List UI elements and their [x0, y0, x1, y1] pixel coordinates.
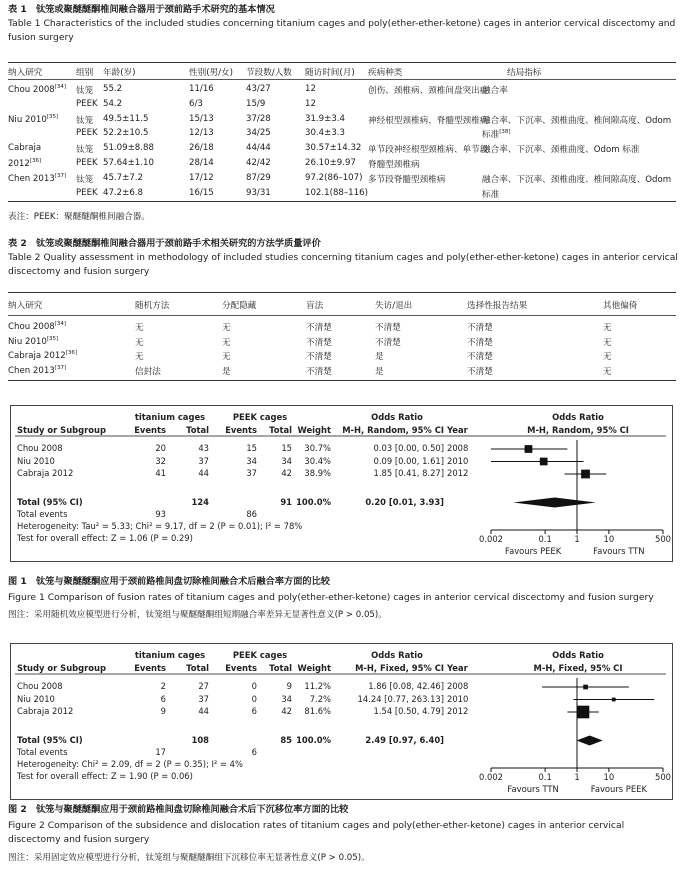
- total-events1: 17: [155, 746, 166, 757]
- t1-h-fu: 随访时间(月): [305, 68, 355, 78]
- t1-cell-fu: 97.2(86–107): [305, 172, 363, 183]
- t1-cell-age: 51.09±8.88: [103, 143, 154, 154]
- effect-header-plot: Odds Ratio: [552, 650, 604, 660]
- t1-cell-age: 55.2: [103, 84, 123, 94]
- t2-cell: 无: [135, 323, 144, 333]
- t1-cell-sex: 17/12: [189, 172, 214, 183]
- total-weight: 100.0%: [296, 496, 331, 507]
- study-ci: 0.09 [0.00, 1.61]: [373, 455, 444, 466]
- t1-h-seg: 节段数/人数: [246, 68, 292, 78]
- study-weight: 38.9%: [304, 468, 331, 478]
- t1-h-disease: 疾病种类: [368, 68, 403, 78]
- t2-cell: 不清楚: [375, 323, 401, 333]
- t1-cell-disease: 单节段神经根型颈椎病、单节段: [368, 145, 489, 156]
- t1-cell-group: 钛笼: [76, 174, 94, 185]
- t1-cell-group: 钛笼: [76, 145, 94, 156]
- col-plot-method: M-H, Fixed, 95% CI: [533, 663, 623, 673]
- study-square: [540, 458, 548, 466]
- study-weight: 81.6%: [304, 706, 331, 716]
- study-total2: 34: [281, 455, 292, 466]
- t2-cell: 信封法: [135, 366, 161, 377]
- t1-cell-seg: 87/29: [246, 172, 271, 183]
- table2-caption-cn: 表 2 钛笼或聚醚醚酮椎间融合器用于颈前路手术相关研究的方法学质量评价: [8, 238, 321, 249]
- x-tick-label: 10: [603, 534, 615, 544]
- t1-cell-group: PEEK: [76, 128, 98, 139]
- figure1-note: 图注：采用随机效应模型进行分析，钛笼组与聚醚醚酮组短期融合率差异无显著性意义(P > 0.05)。: [8, 610, 387, 620]
- t1-cell-seg: 93/31: [246, 187, 271, 198]
- t1-cell-group: PEEK: [76, 98, 98, 109]
- table1-top-rule: [8, 62, 676, 63]
- t1-cell-group: 钛笼: [76, 115, 94, 126]
- t2-h-random: 随机方法: [135, 301, 170, 311]
- t1-cell-sex: 26/18: [189, 143, 214, 154]
- study-events1: 9: [160, 706, 166, 716]
- study-square: [581, 470, 590, 479]
- t2-cell: 无: [222, 352, 231, 362]
- t1-h-sex: 性别(男/女): [189, 68, 233, 78]
- study-events1: 2: [160, 681, 166, 691]
- total-weight: 100.0%: [296, 734, 331, 745]
- t2-cell: 不清楚: [306, 337, 332, 348]
- x-tick-label: 0.1: [538, 534, 552, 544]
- total-label: Total (95% CI): [17, 496, 83, 507]
- t2-cell: 不清楚: [375, 337, 401, 348]
- t1-cell-outcome: 融合率: [482, 86, 508, 96]
- t1-cell-age: 52.2±10.5: [103, 128, 149, 139]
- table1-note: 表注：PEEK：聚醚醚酮椎间融合器。: [8, 212, 150, 222]
- forest-plot-1: [10, 405, 673, 562]
- study-total1: 37: [198, 693, 209, 704]
- x-tick-label: 0.002: [479, 772, 503, 782]
- t2-h-other: 其他偏倚: [603, 301, 638, 311]
- t2-cell: 无: [603, 366, 612, 377]
- study-year: 2010: [447, 455, 469, 466]
- t1-cell-study: Cabraja: [8, 143, 42, 154]
- study-total2: 15: [281, 443, 292, 453]
- t1-cell-fu: 12: [305, 84, 316, 94]
- col-total2: Total: [269, 663, 292, 673]
- figure2-caption-cn: 图 2 钛笼与聚醚醚酮应用于颈前路椎间盘切除椎间融合术后下沉移位率方面的比较: [8, 804, 349, 815]
- forest-plot-2: [10, 643, 673, 800]
- t2-cell: 无: [222, 337, 231, 348]
- table2-bottom-rule: [8, 380, 676, 381]
- total-label: Total (95% CI): [17, 734, 83, 745]
- col-total2: Total: [269, 425, 292, 435]
- total-t1: 124: [191, 496, 209, 507]
- overall-effect: Test for overall effect: Z = 1.06 (P = 0.29): [17, 532, 193, 543]
- table2-caption-en: Table 2 Quality assessment in methodology of included studies concerning titanium cages and poly(ether-ether-ketone) cages in anterior cervical discectomy and fusion surgery: [8, 252, 678, 277]
- study-events1: 20: [155, 443, 166, 453]
- t2-cell: 无: [603, 352, 612, 362]
- t1-h-age: 年龄(岁): [103, 68, 136, 78]
- t1-cell-seg: 37/28: [246, 113, 271, 124]
- x-tick-label: 0.002: [479, 534, 503, 544]
- study-total1: 43: [198, 443, 209, 453]
- favours-left: Favours TTN: [507, 784, 559, 794]
- study-name: Cabraja 2012: [17, 706, 74, 716]
- t2-cell-study: Niu 2010[35]: [8, 335, 59, 347]
- study-ci: 1.85 [0.41, 8.27]: [373, 468, 444, 478]
- study-year: 2010: [447, 693, 469, 704]
- t1-h-study: 纳入研究: [8, 68, 43, 78]
- study-total1: 44: [198, 706, 209, 716]
- study-total2: 42: [281, 468, 292, 478]
- t1-cell-disease: 多节段脊髓型颈椎病: [368, 174, 446, 185]
- col-plot-method: M-H, Random, 95% CI: [527, 425, 629, 435]
- study-name: Chou 2008: [17, 443, 63, 453]
- total-diamond: [513, 498, 596, 508]
- x-tick-label: 0.1: [538, 772, 552, 782]
- total-ci: 2.49 [0.97, 6.40]: [365, 734, 444, 745]
- total-events-label: Total events: [17, 746, 68, 757]
- t1-cell-group: PEEK: [76, 158, 98, 168]
- t1-cell-seg: 43/27: [246, 84, 271, 94]
- t1-cell-disease: 创伤、颈椎病、颈椎间盘突出症: [368, 86, 489, 96]
- total-events-label: Total events: [17, 508, 68, 519]
- study-events1: 41: [155, 468, 166, 478]
- t1-cell-fu: 30.4±3.3: [305, 128, 346, 139]
- study-events2: 15: [246, 443, 257, 453]
- t2-h-alloc: 分配隐藏: [222, 301, 257, 311]
- t1-cell-age: 47.2±6.8: [103, 187, 144, 198]
- t1-cell-age: 54.2: [103, 98, 123, 109]
- total-t2: 91: [280, 496, 292, 507]
- study-events1: 32: [155, 455, 166, 466]
- study-name: Cabraja 2012: [17, 468, 74, 478]
- t2-cell: 不清楚: [467, 352, 493, 362]
- figure1-caption-cn: 图 1 钛笼与聚醚醚酮应用于颈前路椎间盘切除椎间融合术后融合率方面的比较: [8, 576, 330, 587]
- study-name: Niu 2010: [17, 455, 55, 466]
- study-year: 2012: [447, 468, 469, 478]
- study-weight: 30.4%: [304, 455, 331, 466]
- t2-h-study: 纳入研究: [8, 301, 43, 311]
- x-tick-label: 1: [574, 772, 580, 782]
- group2-header: PEEK cages: [232, 412, 288, 422]
- study-ci: 0.03 [0.00, 0.50]: [373, 443, 444, 453]
- study-total2: 34: [281, 693, 292, 704]
- t2-h-loss: 失访/退出: [375, 301, 413, 311]
- t1-cell-sex: 28/14: [189, 158, 214, 168]
- col-study: Study or Subgroup: [17, 425, 106, 435]
- study-weight: 11.2%: [304, 681, 331, 691]
- col-events2: Events: [225, 425, 257, 435]
- study-ci: 1.54 [0.50, 4.79]: [373, 706, 444, 716]
- t2-cell: 不清楚: [467, 366, 493, 377]
- t1-cell-study: 2012[36]: [8, 158, 42, 169]
- col-total1: Total: [186, 663, 209, 673]
- t2-cell: 无: [603, 323, 612, 333]
- t1-cell-seg: 44/44: [246, 143, 271, 154]
- t2-cell: 无: [135, 337, 144, 348]
- t1-h-group: 组别: [76, 68, 94, 78]
- col-events1: Events: [134, 663, 166, 673]
- favours-left: Favours PEEK: [505, 546, 562, 556]
- total-events2: 6: [251, 746, 257, 757]
- t1-cell-seg: 42/42: [246, 158, 271, 168]
- study-total1: 37: [198, 455, 209, 466]
- study-square: [583, 685, 588, 690]
- col-year: Year: [447, 425, 468, 435]
- table2-header-rule: [8, 315, 676, 316]
- t2-cell: 不清楚: [306, 366, 332, 377]
- t1-cell-sex: 15/13: [189, 113, 214, 124]
- t1-cell-outcome: 标准: [482, 189, 500, 200]
- figure2-caption-en: Figure 2 Comparison of the subsidence and dislocation rates of titanium cages and poly(ether-ether-ketone) cages in anterior cervical discectomy and fusion surgery: [8, 820, 625, 845]
- col-ci: M-H, Fixed, 95% CI: [355, 663, 444, 673]
- figure1-caption-en: Figure 1 Comparison of fusion rates of titanium cages and poly(ether-ether-ketone) cages in anterior cervical discectomy and fusion surgery: [8, 592, 654, 603]
- t1-cell-outcome: 融合率、下沉率、颈椎曲度、椎间隙高度、Odom: [482, 174, 672, 185]
- study-name: Chou 2008: [17, 681, 63, 691]
- study-total2: 9: [286, 681, 292, 691]
- forest-svg: [11, 644, 672, 799]
- t1-cell-fu: 30.57±14.32: [305, 143, 362, 154]
- t2-cell: 不清楚: [467, 337, 493, 348]
- x-tick-label: 1: [574, 534, 580, 544]
- table2-top-rule: [8, 292, 676, 293]
- x-tick-label: 500: [655, 534, 671, 544]
- study-total2: 42: [281, 706, 292, 716]
- heterogeneity: Heterogeneity: Chi² = 2.09, df = 2 (P = 0.35); I² = 4%: [17, 758, 243, 769]
- study-events2: 0: [251, 693, 257, 704]
- figure2-note: 图注：采用固定效应模型进行分析，钛笼组与聚醚醚酮组下沉移位率无显著性意义(P > 0.05)。: [8, 853, 370, 863]
- table1-caption-en: Table 1 Characteristics of the included studies concerning titanium cages and poly(ether-ether-ketone) cages in anterior cervical discectomy and fusion surgery: [8, 18, 676, 43]
- study-year: 2008: [447, 681, 469, 691]
- study-weight: 30.7%: [304, 443, 331, 453]
- t2-cell: 无: [222, 323, 231, 333]
- study-events2: 0: [251, 681, 257, 691]
- t2-cell: 是: [375, 366, 384, 377]
- study-total1: 44: [198, 468, 209, 478]
- total-t2: 85: [280, 734, 292, 745]
- study-year: 2008: [447, 443, 469, 453]
- t2-h-blind: 盲法: [306, 301, 324, 311]
- col-year: Year: [447, 663, 468, 673]
- effect-header: Odds Ratio: [371, 412, 423, 422]
- t2-cell: 是: [375, 352, 384, 362]
- x-tick-label: 500: [655, 772, 671, 782]
- t2-cell: 无: [603, 337, 612, 348]
- t1-cell-age: 57.64±1.10: [103, 158, 154, 168]
- heterogeneity: Heterogeneity: Tau² = 5.33; Chi² = 9.17, df = 2 (P = 0.01); I² = 78%: [17, 520, 303, 531]
- group1-header: titanium cages: [134, 412, 206, 422]
- t1-cell-sex: 6/3: [189, 98, 203, 109]
- study-weight: 7.2%: [309, 693, 331, 704]
- t1-cell-sex: 16/15: [189, 187, 214, 198]
- total-ci: 0.20 [0.01, 3.93]: [365, 496, 444, 507]
- col-weight: Weight: [297, 663, 331, 673]
- study-name: Niu 2010: [17, 693, 55, 704]
- t1-cell-seg: 34/25: [246, 128, 271, 139]
- total-events1: 93: [155, 508, 166, 519]
- study-year: 2012: [447, 706, 469, 716]
- t2-cell: 不清楚: [306, 352, 332, 362]
- col-ci: M-H, Random, 95% CI: [342, 425, 444, 435]
- t1-cell-group: 钛笼: [76, 86, 94, 96]
- t1-cell-fu: 26.10±9.97: [305, 158, 356, 168]
- t1-cell-fu: 12: [305, 98, 316, 109]
- table1-bottom-rule: [8, 201, 676, 202]
- t2-h-selective: 选择性报告结果: [467, 301, 528, 311]
- group2-header: PEEK cages: [232, 650, 288, 660]
- t2-cell: 不清楚: [467, 323, 493, 333]
- t1-cell-disease: 脊髓型颈椎病: [368, 160, 420, 170]
- table1-caption-cn: 表 1 钛笼或聚醚醚酮椎间融合器用于颈前路手术研究的基本情况: [8, 4, 275, 15]
- study-ci: 14.24 [0.77, 263.13]: [357, 693, 444, 704]
- t1-cell-fu: 31.9±3.4: [305, 113, 346, 124]
- col-events1: Events: [134, 425, 166, 435]
- t1-cell-disease: 神经根型颈椎病、脊髓型颈椎病: [368, 115, 489, 126]
- t2-cell-study: Chen 2013[37]: [8, 364, 67, 376]
- favours-right: Favours PEEK: [590, 784, 647, 794]
- col-total1: Total: [186, 425, 209, 435]
- t1-h-outcome: 结局指标: [507, 68, 542, 78]
- study-events2: 37: [246, 468, 257, 478]
- t2-cell: 无: [135, 352, 144, 362]
- study-square: [577, 706, 590, 719]
- study-events2: 6: [251, 706, 257, 716]
- t1-cell-sex: 11/16: [189, 84, 214, 94]
- t1-cell-age: 45.7±7.2: [103, 172, 144, 183]
- study-events2: 34: [246, 455, 257, 466]
- t2-cell: 不清楚: [306, 323, 332, 333]
- overall-effect: Test for overall effect: Z = 1.90 (P = 0.06): [17, 770, 193, 781]
- study-ci: 1.86 [0.08, 42.46]: [368, 681, 444, 691]
- total-events2: 86: [246, 508, 257, 519]
- total-t1: 108: [191, 734, 209, 745]
- t1-cell-study: Niu 2010[35]: [8, 113, 59, 125]
- effect-header: Odds Ratio: [371, 650, 423, 660]
- t1-cell-sex: 12/13: [189, 128, 214, 139]
- t1-cell-outcome: 融合率、下沉率、颈椎曲度、Odom 标准: [482, 145, 640, 156]
- t2-cell-study: Cabraja 2012[36]: [8, 350, 78, 361]
- table1-header-rule: [8, 79, 676, 80]
- t1-cell-seg: 15/9: [246, 98, 266, 109]
- x-tick-label: 10: [603, 772, 615, 782]
- study-events1: 6: [160, 693, 166, 704]
- t1-cell-outcome: 融合率、下沉率、颈椎曲度、椎间隙高度、Odom: [482, 115, 672, 126]
- study-square: [612, 698, 616, 702]
- t1-cell-outcome: 标准[38]: [482, 129, 511, 141]
- t2-cell: 是: [222, 366, 231, 377]
- total-diamond: [577, 736, 603, 746]
- t1-cell-study: Chou 2008[34]: [8, 84, 67, 95]
- t1-cell-fu: 102.1(88–116): [305, 187, 368, 198]
- t1-cell-group: PEEK: [76, 187, 98, 198]
- forest-svg: [11, 406, 672, 561]
- col-weight: Weight: [297, 425, 331, 435]
- favours-right: Favours TTN: [593, 546, 645, 556]
- effect-header-plot: Odds Ratio: [552, 412, 604, 422]
- study-total1: 27: [198, 681, 209, 691]
- t1-cell-age: 49.5±11.5: [103, 113, 149, 124]
- col-study: Study or Subgroup: [17, 663, 106, 673]
- t1-cell-study: Chen 2013[37]: [8, 172, 67, 184]
- study-square: [525, 445, 533, 453]
- t2-cell-study: Chou 2008[34]: [8, 321, 67, 332]
- col-events2: Events: [225, 663, 257, 673]
- group1-header: titanium cages: [134, 650, 206, 660]
